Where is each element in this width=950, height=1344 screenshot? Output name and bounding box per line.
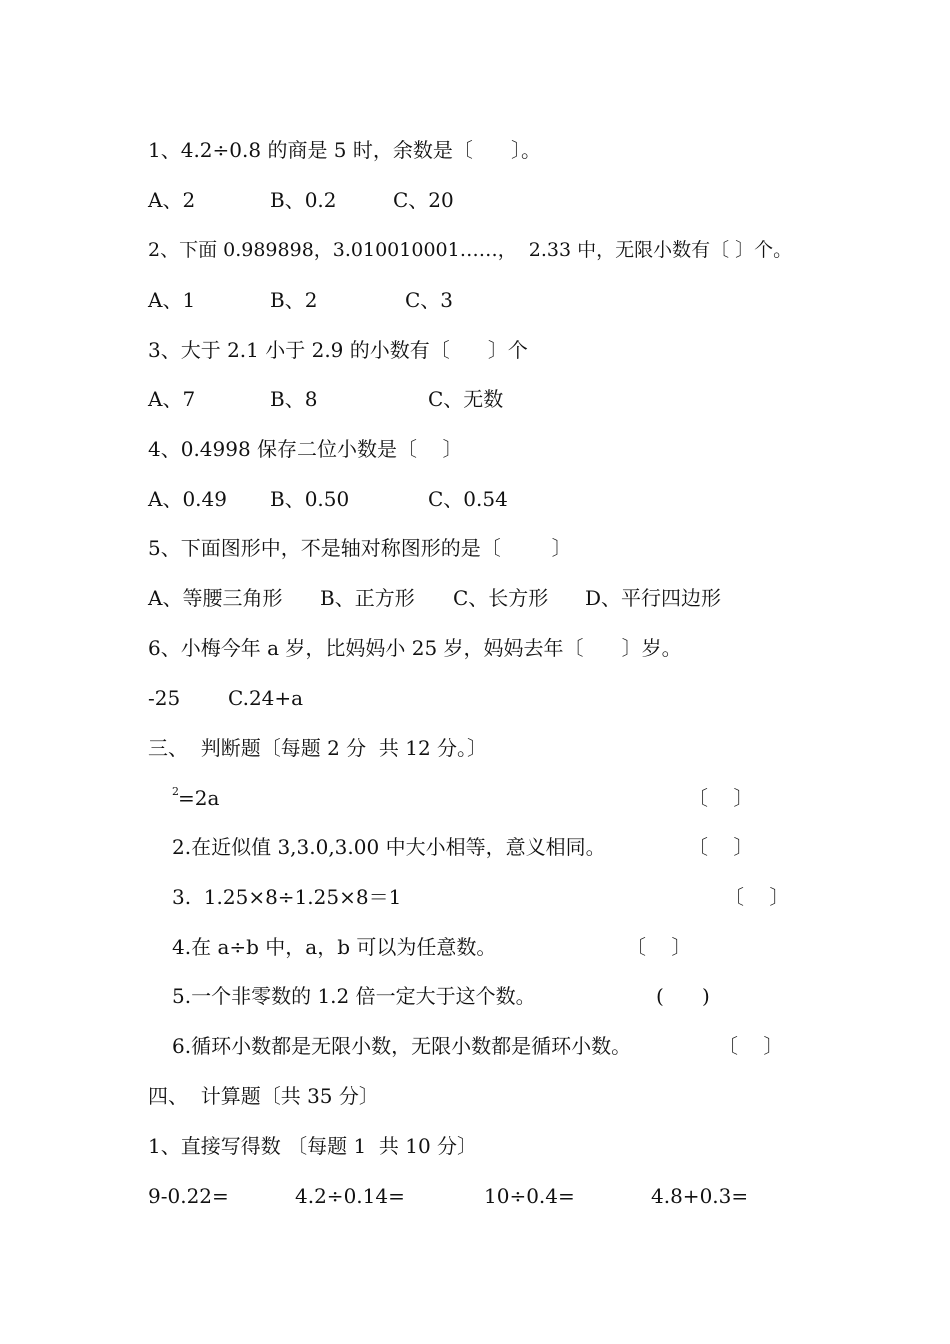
judgment-5-text: 5.一个非零数的 1.2 倍一定大于这个数。 <box>172 984 536 1008</box>
question-6-option-fragment-2: C.24+a <box>228 686 304 710</box>
judgment-1-superscript: 2 <box>172 785 179 798</box>
judgment-6-text: 6.循环小数都是无限小数，无限小数都是循环小数。 <box>172 1034 632 1058</box>
question-5-option-d: D、平行四边形 <box>585 586 722 610</box>
judgment-3-answer-paren[interactable]: 〔 〕 <box>724 885 790 909</box>
question-5-option-a: A、等腰三角形 <box>148 586 283 610</box>
question-4-option-a: A、0.49 <box>148 487 227 511</box>
judgment-4-text: 4.在 a÷b 中，a，b 可以为任意数。 <box>172 935 497 959</box>
question-1-stem: 1、4.2÷0.8 的商是 5 时，余数是〔 〕。 <box>148 138 542 162</box>
judgment-1-answer-paren[interactable]: 〔 〕 <box>688 786 754 810</box>
question-2-option-b: B、2 <box>270 288 318 312</box>
question-3-option-c: C、无数 <box>428 387 504 411</box>
question-1-option-c: C、20 <box>393 188 454 212</box>
question-2-option-a: A、1 <box>148 288 196 312</box>
question-3-option-a: A、7 <box>148 387 196 411</box>
question-4-option-b: B、0.50 <box>270 487 350 511</box>
judgment-5-answer-paren[interactable]: ( ) <box>656 984 710 1008</box>
question-2-stem: 2、下面 0.989898，3.010010001……， 2.33 中，无限小数有〔 〕个。 <box>148 239 793 261</box>
judgment-6-answer-paren[interactable]: 〔 〕 <box>718 1034 784 1058</box>
section-4-subheading: 1、直接写得数 〔每题 1 共 10 分〕 <box>148 1134 478 1158</box>
question-6-stem: 6、小梅今年 a 岁，比妈妈小 25 岁，妈妈去年〔 〕岁。 <box>148 636 682 660</box>
judgment-3-text: 3. 1.25×8÷1.25×8＝1 <box>172 885 402 909</box>
section-4-heading: 四、 计算题〔共 35 分〕 <box>148 1084 379 1108</box>
calc-item-2: 4.2÷0.14= <box>295 1184 405 1208</box>
question-5-option-b: B、正方形 <box>320 586 415 610</box>
question-2-option-c: C、3 <box>405 288 454 312</box>
section-3-heading: 三、 判断题〔每题 2 分 共 12 分。〕 <box>148 736 488 760</box>
question-1-option-b: B、0.2 <box>270 188 337 212</box>
judgment-4-answer-paren[interactable]: 〔 〕 <box>626 935 692 959</box>
question-4-option-c: C、0.54 <box>428 487 508 511</box>
question-1-option-a: A、2 <box>148 188 196 212</box>
question-5-stem: 5、下面图形中，不是轴对称图形的是〔 〕 <box>148 536 572 560</box>
calc-item-4: 4.8+0.3= <box>651 1184 749 1208</box>
judgment-2-text: 2.在近似值 3,3.0,3.00 中大小相等，意义相同。 <box>172 835 606 859</box>
judgment-2-answer-paren[interactable]: 〔 〕 <box>688 835 754 859</box>
judgment-1-text: =2a <box>178 786 220 810</box>
question-3-stem: 3、大于 2.1 小于 2.9 的小数有〔 〕个 <box>148 338 528 362</box>
question-3-option-b: B、8 <box>270 387 318 411</box>
question-4-stem: 4、0.4998 保存二位小数是〔 〕 <box>148 437 463 461</box>
question-5-option-c: C、长方形 <box>453 586 549 610</box>
question-6-option-fragment-1: -25 <box>148 686 181 710</box>
calc-item-1: 9-0.22= <box>148 1184 229 1208</box>
calc-item-3: 10÷0.4= <box>484 1184 575 1208</box>
